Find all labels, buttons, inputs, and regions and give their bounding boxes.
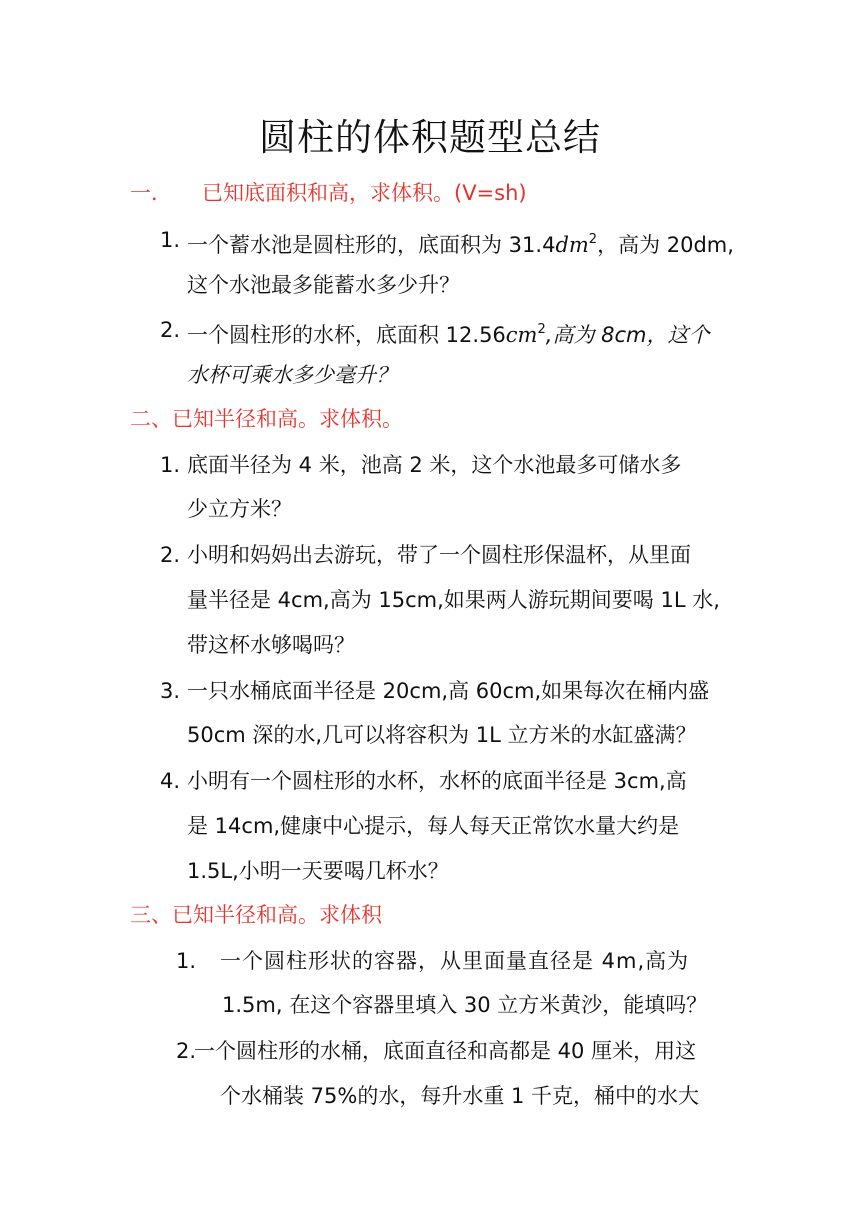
- s1-item-1-number: 1.: [160, 228, 181, 252]
- section-1-heading-text: 已知底面积和高，求体积。(V=sh): [202, 181, 527, 205]
- s1-item-2-text-b: ,高为 8cm，这个: [545, 323, 710, 347]
- s2-item-3-line-2: 50cm 深的水,几可以将容积为 1L 立方米的水缸盛满？: [187, 723, 697, 747]
- s1-item-2-text-a: 一个圆柱形的水杯，底面积 12.56: [187, 323, 506, 347]
- s1-item-1-line-2: 这个水池最多能蓄水多少升？: [187, 273, 460, 297]
- s2-item-4-line-2: 是 14cm,健康中心提示，每人每天正常饮水量大约是: [187, 814, 680, 838]
- s1-item-2-number: 2.: [160, 318, 181, 342]
- s2-item-1-line-2: 少立方米？: [187, 497, 292, 521]
- s2-item-3-line-1: 一只水桶底面半径是 20cm,高 60cm,如果每次在桶内盛: [187, 679, 710, 703]
- section-1-prefix: 一．: [130, 181, 172, 205]
- s1-item-2-unit: cm: [505, 323, 538, 347]
- s2-item-4-number: 4.: [160, 769, 181, 793]
- s1-item-1-text-b: ，高为 20dm,: [597, 233, 734, 257]
- s1-item-1-unit: dm: [555, 233, 589, 257]
- s2-item-1-number: 1.: [160, 453, 181, 477]
- s2-item-2-line-1: 小明和妈妈出去游玩，带了一个圆柱形保温杯，从里面: [187, 543, 691, 567]
- s3-item-2-line-2: 个水桶装 75%的水，每升水重 1 千克，桶中的水大: [220, 1084, 700, 1108]
- s3-item-2-number: 2.: [176, 1039, 197, 1063]
- s1-item-2-line-2: 水杯可乘水多少毫升？: [187, 363, 397, 387]
- section-3-heading: 三、已知半径和高。求体积: [130, 903, 382, 927]
- s1-item-1-line-1: [187, 225, 734, 260]
- s3-item-1-line-1: 一个圆柱形状的容器，从里面量直径是 4m,高为: [220, 949, 690, 973]
- s2-item-2-line-3: 带这杯水够喝吗？: [187, 633, 355, 657]
- s2-item-4-line-3: 1.5L,小明一天要喝几杯水？: [187, 859, 449, 883]
- s3-item-1-line-2: 1.5m, 在这个容器里填入 30 立方米黄沙，能填吗？: [222, 993, 708, 1017]
- s1-item-2-sup: 2: [537, 322, 546, 337]
- s3-item-2-line-1: 一个圆柱形的水桶，底面直径和高都是 40 厘米，用这: [194, 1039, 697, 1063]
- s1-item-1-sup: 2: [588, 232, 598, 247]
- s1-item-2-line-1: [187, 315, 709, 350]
- s3-item-1-number: 1.: [176, 949, 197, 973]
- s2-item-2-number: 2.: [160, 543, 181, 567]
- section-2-heading: 二、已知半径和高。求体积。: [130, 407, 403, 431]
- page-title: 圆柱的体积题型总结: [259, 116, 601, 159]
- s1-item-1-text-a: 一个蓄水池是圆柱形的，底面积为 31.4: [187, 233, 556, 257]
- s2-item-4-line-1: 小明有一个圆柱形的水杯，水杯的底面半径是 3cm,高: [187, 769, 687, 793]
- s2-item-3-number: 3.: [160, 679, 181, 703]
- s2-item-1-line-1: 底面半径为 4 米，池高 2 米，这个水池最多可储水多: [187, 453, 682, 477]
- section-1-heading: [130, 178, 527, 208]
- s2-item-2-line-2: 量半径是 4cm,高为 15cm,如果两人游玩期间要喝 1L 水,: [187, 588, 720, 612]
